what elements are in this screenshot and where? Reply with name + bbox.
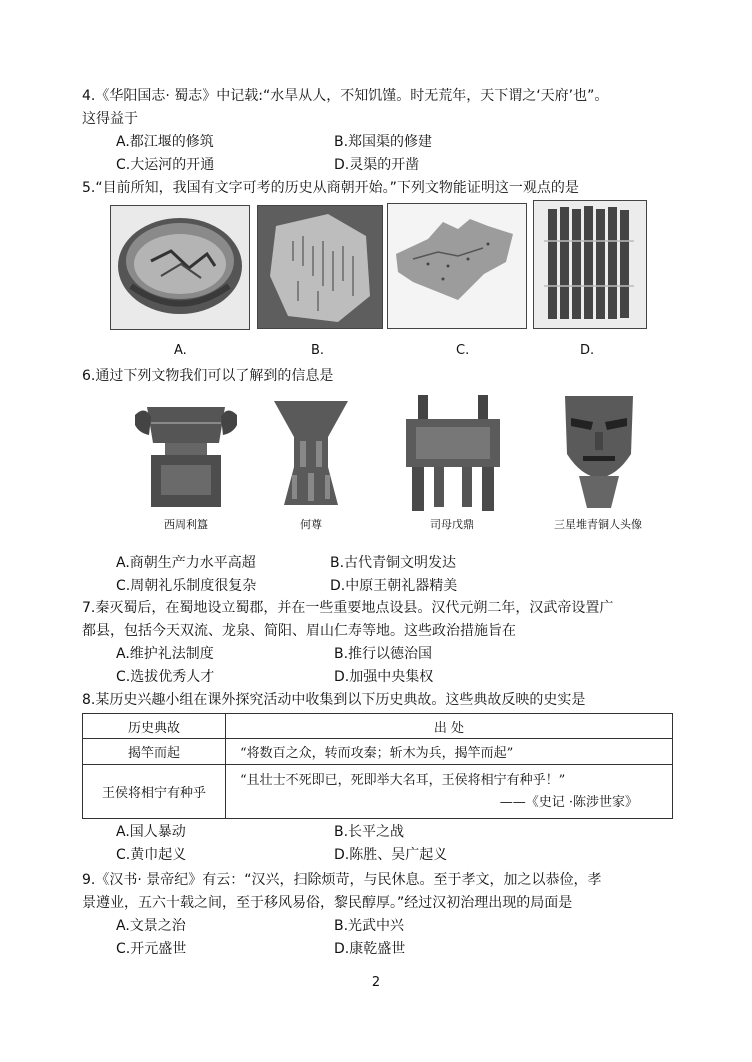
q6-option-c: C.周朝礼乐制度很复杂 [116,578,257,594]
he-zun-vessel-image [270,397,352,509]
q9-option-c: C.开元盛世 [116,941,187,957]
q7-option-a: A.维护礼法制度 [116,646,214,662]
q8-option-b: B.长平之战 [334,824,405,840]
q6-caption-simuwu-ding: 司母戊鼎 [430,518,474,531]
q4-option-b: B.郑国渠的修建 [334,134,433,150]
q9-option-b: B.光武中兴 [334,918,405,934]
q8-option-a: A.国人暴动 [116,824,186,840]
source-quote: “且壮士不死即已，死即举大名耳，王侯将相宁有种乎！” [240,772,566,788]
table-cell-allusion: 王侯将相宁有种乎 [83,765,226,819]
page-number: 2 [371,975,381,990]
table-header-source: 出 处 [226,714,673,739]
source-citation: ——《史记 ·陈涉世家》 [499,794,638,810]
q6-option-d: D.中原王朝礼器精美 [330,578,458,594]
q5-stem: 5.“目前所知，我国有文字可考的历史从商朝开始。”下列文物能证明这一观点的是 [82,180,579,196]
pottery-bowl-image [110,205,250,330]
table-row [83,739,673,765]
table-cell-allusion: 揭竿而起 [83,739,226,765]
q6-caption-he-zun: 何尊 [300,518,322,531]
q8-option-c: C.黄巾起义 [116,847,187,863]
q4-option-a: A.都江堰的修筑 [116,134,214,150]
q6-option-a: A.商朝生产力水平高超 [116,555,256,571]
q5-label-d: D. [580,343,595,358]
q5-label-a: A. [174,343,187,358]
simuwu-ding-image [396,395,510,513]
q8-option-d: D.陈胜、吴广起义 [334,847,448,863]
table-row [83,765,673,819]
q6-stem: 6.通过下列文物我们可以了解到的信息是 [82,368,334,384]
q9-option-d: D.康乾盛世 [334,941,406,957]
q6-caption-li-gui: 西周利簋 [164,518,208,531]
q4-stem-line2: 这得益于 [82,111,138,127]
allusion-table [82,713,673,819]
q7-stem-line1: 7.秦灭蜀后，在蜀地设立蜀郡，并在一些重要地点设县。汉代元朔二年，汉武帝设置广 [82,600,614,616]
table-header-allusion: 历史典故 [83,714,226,739]
li-gui-vessel-image [127,395,245,513]
q5-label-b: B. [311,343,325,358]
q7-option-c: C.选拔优秀人才 [116,669,215,685]
q7-option-d: D.加强中央集权 [334,669,434,685]
table-cell-source: “将数百之众，转而攻秦；斩木为兵，揭竿而起” [226,739,673,765]
q9-option-a: A.文景之治 [116,918,186,934]
sanxingdui-head-image [557,392,641,510]
q7-stem-line2: 都县，包括今天双流、龙泉、简阳、眉山仁寿等地。这些政治措施旨在 [82,623,516,639]
table-cell-source [226,765,673,819]
q4-stem-line1: 4.《华阳国志· 蜀志》中记载:“水旱从人，不知饥馑。时无荒年，天下谓之‘天府’也”。 [82,88,609,104]
q7-option-b: B.推行以德治国 [334,646,433,662]
q6-option-b: B.古代青铜文明发达 [330,555,457,571]
map-silk-image [387,203,527,329]
q5-label-c: C. [456,343,470,358]
q6-caption-sanxingdui: 三星堆青铜人头像 [554,518,642,531]
q9-stem-line1: 9.《汉书· 景帝纪》有云：“汉兴，扫除烦苛，与民休息。至于孝文，加之以恭俭，孝 [82,872,602,888]
q4-option-d: D.灵渠的开凿 [334,157,420,173]
q4-option-c: C.大运河的开通 [116,157,215,173]
q8-stem: 8.某历史兴趣小组在课外探究活动中收集到以下历史典故。这些典故反映的史实是 [82,692,586,708]
oracle-bone-image [257,205,383,329]
q9-stem-line2: 景遵业，五六十载之间，至于移风易俗，黎民醇厚。”经过汉初治理出现的局面是 [82,895,573,911]
table-header-row [83,714,673,739]
bamboo-slips-image [533,200,647,329]
